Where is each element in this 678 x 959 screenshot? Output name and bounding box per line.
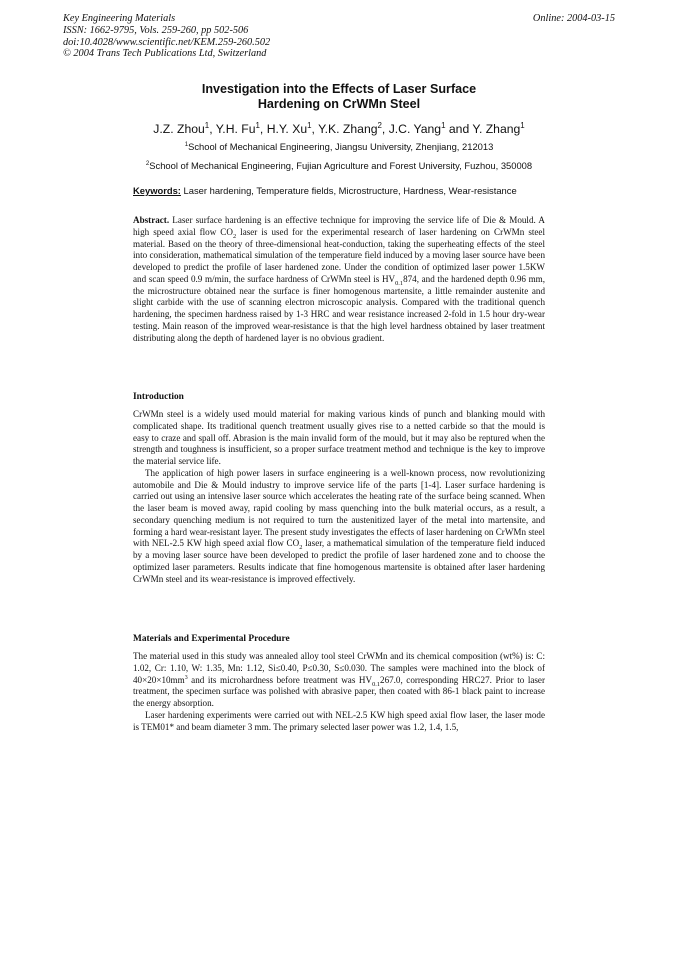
paragraph [133, 468, 545, 586]
paragraph-text: laser, a mathematical simulation of the temperature field induced by a moving laser source have been developed to predict the profile of laser hardened zone and to choose the optimized laser parameters. Results indicate that fine homogenous martensite is obtained after laser hardening CrWMn steel and its wear-resistance is improved effectively. [133, 538, 545, 584]
materials-section [133, 651, 545, 733]
subscript: 2 [299, 544, 303, 552]
author-list: J.Z. Zhou$^1$, Y.H. Fu$^1$, H.Y. Xu$^1$, Y.K. Zhang$^2$, J.C. Yang$^1$ and Y. Zhang$^1$ [153, 120, 525, 136]
keywords-line [133, 185, 517, 197]
paper-title [0, 82, 678, 111]
affiliation-mark: 1 [441, 120, 446, 130]
subscript: 0.1 [395, 279, 404, 287]
abstract-text: 874, and the hardened depth 0.96 mm, the microstructure obtained near the surface is finer homogenous martensite, a little remainder austenite and slight carbide with the use of scanning electron microscopic analysis. Compared with the traditional quench hardening, the specimen hardness raised by 1-3 HRC and wear resistance increased 2-fold in 1.5 hour dry-wear testing. Main reason of the improved wear-resistance is that the high level hardness obtained by laser treatment distributing along the depth of hardened layer is no obvious gradient. [133, 273, 545, 343]
paragraph-text: and its microhardness before treatment was HV [187, 674, 373, 685]
abstract-block [133, 215, 545, 344]
author-name: H.Y. Xu [266, 122, 308, 136]
author-name: Y.H. Fu [215, 122, 256, 136]
paragraph [133, 651, 545, 710]
superscript: 3 [184, 674, 188, 681]
subscript: 2 [232, 232, 237, 240]
section-heading-introduction: Introduction [133, 392, 184, 402]
doi-line: doi:10.4028/www.scientific.net/KEM.259-260.502 [63, 36, 271, 48]
affiliation-mark: 1 [520, 120, 525, 130]
abstract-paragraph [133, 215, 545, 344]
abstract-text: laser is used for the experimental research of laser hardening on CrWMn steel material. Based on the theory of three-dimensional heat-conduction, taking the superheating effects of the steel into consideration, mathematical simulation of the temperature field induced by a moving laser source have been developed to predict the profile of laser hardened zone. Under the condition of optimized laser power 1.5KW and scan speed 0.9 m/min, the surface hardness of CrWMn steel is HV [133, 226, 545, 284]
paragraph-text: The application of high power lasers in surface engineering is a well-known process, now revolutionizing automobile and Die & Mould industry to improve service life of the parts [1-4]. Laser surface hardening is carried out using an intensive laser source which accelerates the heating rate of the surface being scanned. When the laser beam is moved away, rapid cooling by mass quenching into the bulk material occurs, as a result, a secondary quenching medium is not required to turn the austenitized layer of the metal into martensite, and forming a hard wear-resistant layer. The present study investigates the effects of laser hardening on CrWMn steel with NEL-2.5 KW high speed axial flow CO [133, 467, 545, 549]
author-name: J.Z. Zhou [153, 122, 205, 136]
author-name: Y.K. Zhang [318, 122, 378, 136]
abstract-text: Laser surface hardening is an effective technique for improving the service life of Die & Mould. A high speed axial flow CO [133, 215, 545, 237]
paragraph: Laser hardening experiments were carried out with NEL-2.5 KW high speed axial flow laser, the laser mode is TEM01* and beam diameter 3 mm. The primary selected laser power was 1.2, 1.4, 1.5, [133, 709, 545, 732]
copyright-line: © 2004 Trans Tech Publications Ltd, Switzerland [63, 48, 267, 60]
affiliation-mark: 2 [145, 159, 150, 167]
section-heading-materials: Materials and Experimental Procedure [133, 634, 290, 644]
title-line-2: Hardening on CrWMn Steel [257, 96, 421, 111]
author-name: Y. Zhang [472, 122, 521, 136]
keywords-text: Laser hardening, Temperature fields, Microstructure, Hardness, Wear-resistance [183, 185, 517, 196]
affiliation-text: School of Mechanical Engineering, Jiangsu University, Zhenjiang, 212013 [188, 141, 494, 152]
affiliation-2 [0, 160, 678, 172]
paragraph: CrWMn steel is a widely used mould material for making various kinds of punch and blanking mould with complicated shape. Its traditional quench treatment usually gives rise to a netted carbide so that the mould is easy to craze and spall off. Abrasion is the main invalid form of the mould, but it may also be reptured when the strength and toughness is insufficient, so a proper surface treatment method and technique is the key to improve the material service life. [133, 409, 545, 466]
affiliation-mark: 1 [255, 120, 260, 130]
introduction-section [133, 409, 545, 585]
affiliation-mark: 2 [377, 120, 382, 130]
affiliation-text: School of Mechanical Engineering, Fujian Agriculture and Forest University, Fuzhou, 350008 [149, 160, 533, 171]
issn-line: ISSN: 1662-9795, Vols. 259-260, pp 502-506 [63, 24, 249, 36]
paragraph-text: The material used in this study was annealed alloy tool steel CrWMn and its chemical composition (wt%) is: C: 1.02, Cr: 1.10, W: 1.35, Mn: 1.12, Si≤0.40, P≤0.30, S≤0.030. The samples were machined into the block of 40×20×10mm [133, 651, 545, 685]
affiliation-1 [0, 141, 678, 153]
title-line-1: Investigation into the Effects of Laser Surface [201, 82, 477, 96]
journal-name: Key Engineering Materials [63, 13, 176, 24]
affiliation-mark: 1 [184, 140, 189, 148]
abstract-label: Abstract. [133, 215, 170, 225]
subscript: 0.1 [372, 680, 381, 688]
author-conjunction: and [448, 122, 470, 136]
journal-header [63, 13, 270, 60]
paragraph-text: 267.0, corresponding HRC27. Prior to laser treatment, the specimen surface was polished with abrasive paper, then coated with 86-1 black paint to increase the energy absorption. [133, 674, 545, 708]
affiliation-mark: 1 [204, 120, 210, 130]
keywords-label: Keywords: [133, 185, 181, 196]
affiliation-mark: 1 [307, 120, 312, 130]
online-date: Online: 2004-03-15 [532, 13, 615, 24]
author-name: J.C. Yang [388, 122, 442, 136]
